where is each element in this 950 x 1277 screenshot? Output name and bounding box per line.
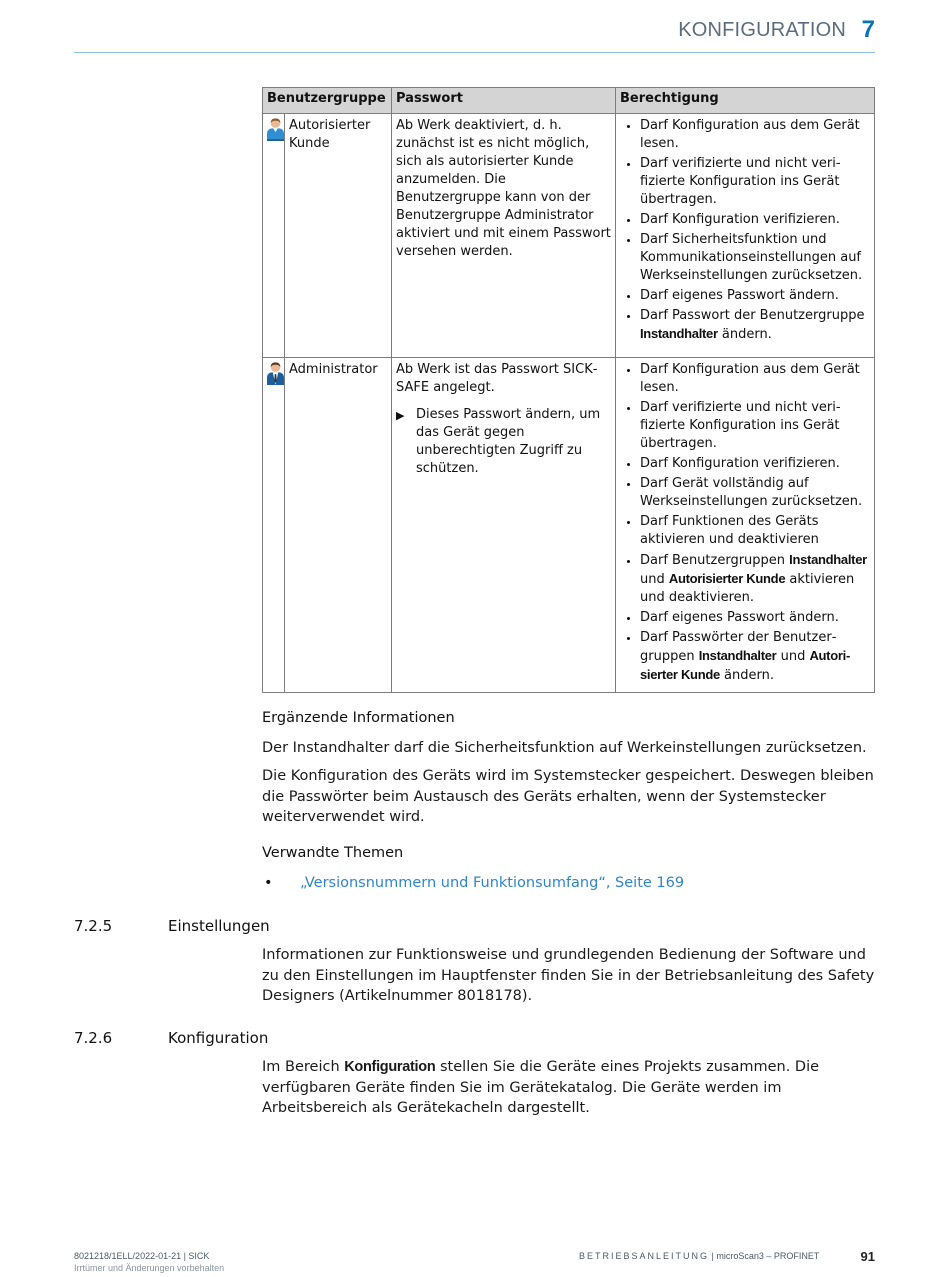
text-run: Darf Passwort der Benutzergruppe xyxy=(640,308,865,323)
list-item xyxy=(640,551,870,607)
text-run: ändern. xyxy=(719,668,774,683)
chapter-title: KONFIGURATION xyxy=(678,19,846,41)
step-text: Dieses Passwort ändern, um das Gerät gegen unberechtigten Zugriff zu schützen. xyxy=(416,407,601,476)
keyword: Instandhalter xyxy=(789,552,867,567)
text-run: Darf Passwörter der Benutzergruppen xyxy=(640,630,837,664)
list-item: • Darf Konfiguration aus dem Gerät lesen. xyxy=(640,361,870,397)
text-run: Darf Benutzergruppen xyxy=(640,553,790,568)
header-passwort: Passwort xyxy=(392,88,616,114)
text-run: stellen Sie die Geräte eines Projekts zusammen. Die verfügbaren Geräte finden Sie im Gerätekatalog. Die Geräte werden im Arbeitsbereich als Gerätekacheln dargestellt. xyxy=(262,1059,820,1116)
permission-list xyxy=(620,117,870,344)
user-icon xyxy=(266,118,285,142)
keyword: Autorisierter Kunde xyxy=(640,648,851,682)
list-item: • Darf verifizierte und nicht verifizierte Konfiguration ins Gerät übertragen. xyxy=(640,155,870,209)
admin-icon xyxy=(266,362,285,386)
group-name: Autorisierter Kunde xyxy=(285,114,392,358)
footer-note: Irrtümer und Änderungen vorbehalten xyxy=(74,1263,225,1273)
chapter-number: 7 xyxy=(861,16,875,43)
icon-cell xyxy=(263,358,285,693)
text-run: und xyxy=(776,649,810,664)
footer-doc-id: 8021218/1ELL/2022-01-21 | SICK xyxy=(74,1251,210,1261)
arrow-right-icon: ▶ xyxy=(396,409,405,422)
footer-product: | microScan3 – PROFINET xyxy=(709,1251,820,1261)
text-run: und xyxy=(640,572,669,587)
list-item xyxy=(640,307,870,344)
section-paragraph: Informationen zur Funktionsweise und grundlegenden Bedienung der Software und zu den Einstellungen im Hauptfenster finden Sie in der Betriebsanleitung des Safety Designers (Artikelnummer 8018178). xyxy=(262,947,875,1004)
table-row xyxy=(263,358,875,693)
bullet-icon: • xyxy=(264,875,273,891)
action-step xyxy=(396,406,611,478)
password-info: Ab Werk deaktiviert, d. h. zunächst ist es nicht möglich, sich als autorisierter Kunde anzumelden. Die Benutzergruppe kann von der Benutzergruppe Administrator aktiviert und mit einem Passwort versehen werden. xyxy=(392,114,616,358)
footer-document-type xyxy=(579,1251,819,1261)
list-item: • Darf Sicherheitsfunktion und Kommunikationseinstellungen auf Werkseinstellungen zurücksetzen. xyxy=(640,231,870,285)
header-rule xyxy=(74,52,875,53)
permission-cell xyxy=(616,114,875,358)
icon-cell xyxy=(263,114,285,358)
list-item: • Darf verifizierte und nicht verifizierte Konfiguration ins Gerät übertragen. xyxy=(640,399,870,453)
keyword: Instandhalter xyxy=(640,326,718,341)
section-number: 7.2.5 xyxy=(74,917,113,935)
list-item: • Darf eigenes Passwort ändern. xyxy=(640,287,870,305)
group-name: Administrator xyxy=(285,358,392,693)
list-item xyxy=(262,873,684,893)
table-row xyxy=(263,114,875,358)
keyword: Konfiguration xyxy=(344,1059,436,1075)
supplementary-paragraph: Der Instandhalter darf die Sicherheitsfunktion auf Werkeinstellungen zurücksetzen. xyxy=(262,740,867,756)
header-berechtigung: Berechtigung xyxy=(616,88,875,114)
text-run: aktivieren und deaktivieren. xyxy=(640,572,855,605)
password-text: Ab Werk ist das Passwort SICKSAFE angelegt. xyxy=(396,362,598,395)
list-item: • Darf eigenes Passwort ändern. xyxy=(640,609,870,627)
header-benutzergruppe: Benutzergruppe xyxy=(263,88,392,114)
list-item: • Darf Konfiguration verifizieren. xyxy=(640,211,870,229)
password-info xyxy=(392,358,616,693)
permission-list xyxy=(620,361,870,685)
permission-cell xyxy=(616,358,875,693)
section-title: Konfiguration xyxy=(168,1029,269,1047)
keyword: Autorisierter Kunde xyxy=(668,571,786,586)
section-paragraph xyxy=(262,1057,875,1119)
table-header-row xyxy=(263,88,875,114)
related-topic-link[interactable]: „Versionsnummern und Funktionsumfang“, Seite 169 xyxy=(300,875,685,891)
list-item: • Darf Funktionen des Geräts aktivieren und deaktivieren xyxy=(640,513,870,549)
supplementary-heading: Ergänzende Informationen xyxy=(262,710,455,726)
footer-label: BETRIEBSANLEITUNG xyxy=(579,1251,710,1261)
list-item xyxy=(640,629,870,685)
text-run: Im Bereich xyxy=(262,1059,345,1075)
section-title: Einstellungen xyxy=(168,917,270,935)
supplementary-paragraph: Die Konfiguration des Geräts wird im Systemstecker gespeichert. Deswegen bleiben die Passwörter beim Austausch des Geräts erhalten, wenn der Systemstecker weiterverwendet wird. xyxy=(262,768,874,825)
list-item: • Darf Konfiguration verifizieren. xyxy=(640,455,870,473)
keyword: Instandhalter xyxy=(698,648,777,663)
text-run: ändern. xyxy=(717,327,772,342)
related-heading: Verwandte Themen xyxy=(262,845,404,861)
list-item: • Darf Konfiguration aus dem Gerät lesen. xyxy=(640,117,870,153)
section-number: 7.2.6 xyxy=(74,1029,113,1047)
page-number: 91 xyxy=(860,1249,875,1264)
list-item: • Darf Gerät vollständig auf Werkseinstellungen zurücksetzen. xyxy=(640,475,870,511)
user-group-table xyxy=(262,87,875,693)
